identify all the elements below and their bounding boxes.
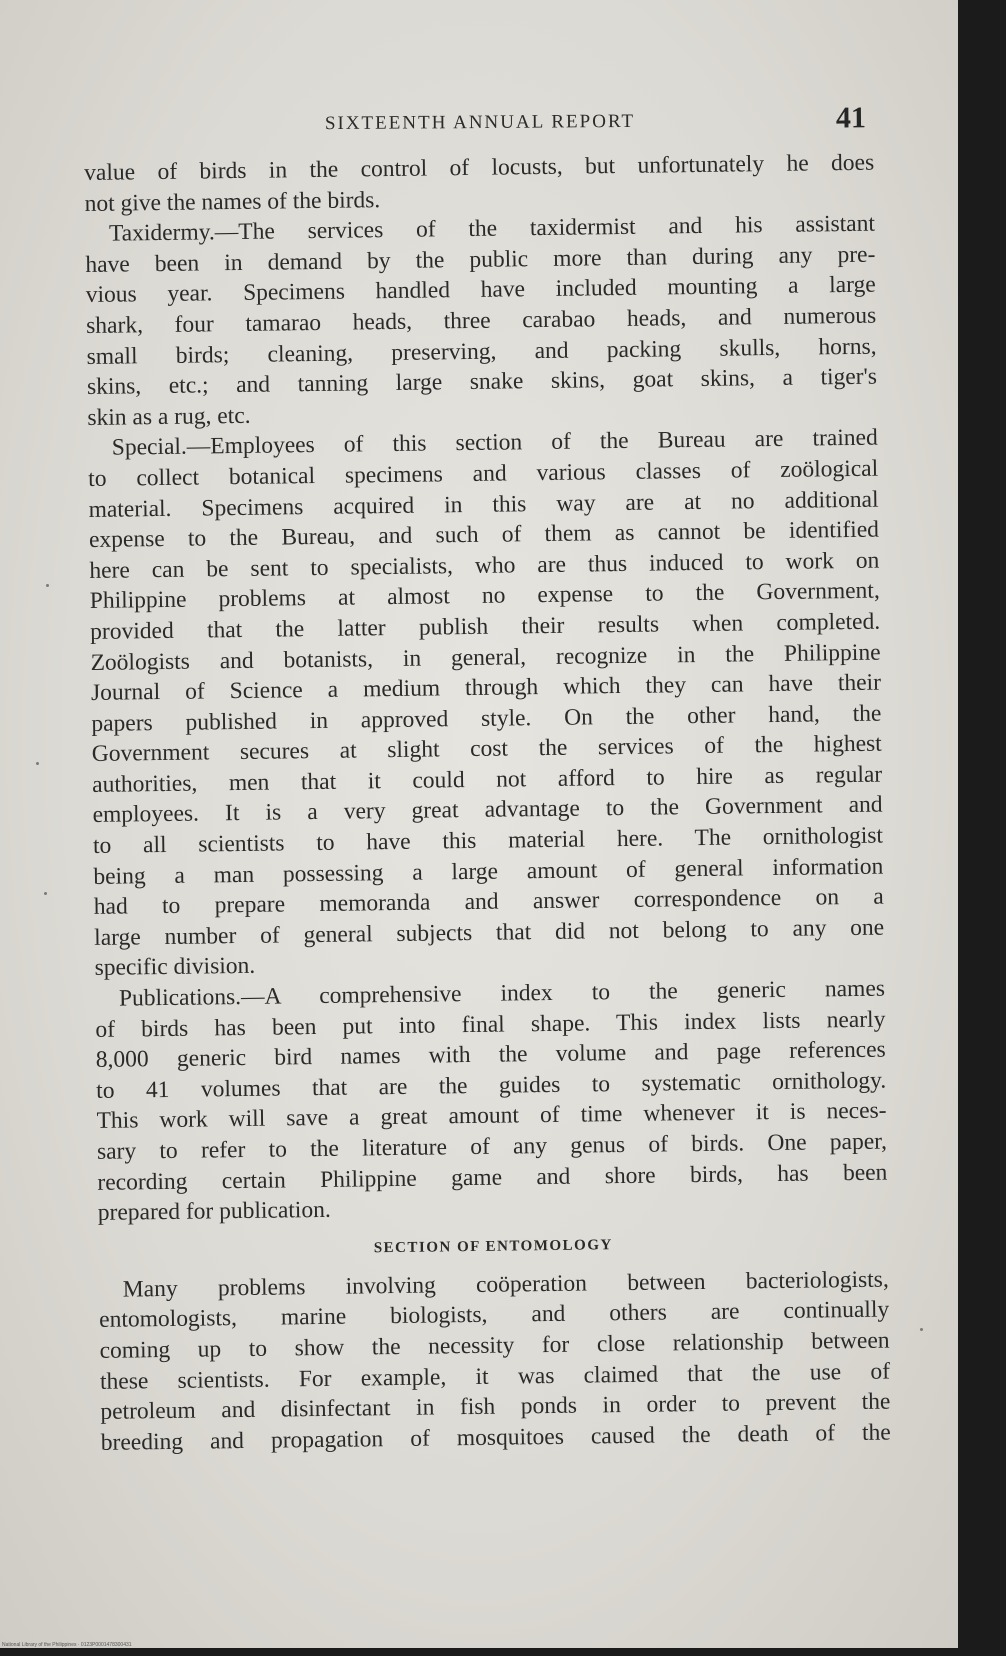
text-line: being a man possessing a large amount of general information: [93, 853, 884, 890]
text-line: coming up to show the necessity for close relationship between: [99, 1327, 890, 1364]
text-line: Taxidermy.—The services of the taxidermist and his assistant: [108, 210, 876, 247]
text-line: skins, etc.; and tanning large snake skins, goat skins, a tiger's: [86, 363, 878, 401]
text-line: Journal of Science a medium through which they can have their: [90, 669, 882, 707]
text-line: sary to refer to the literature of any genus of birds. One paper,: [96, 1128, 888, 1165]
text-line: prepared for publication.: [97, 1197, 331, 1227]
section-heading: SECTION OF ENTOMOLOGY: [373, 1236, 613, 1257]
text-line: these scientists. For example, it was claimed that the use of: [99, 1358, 891, 1395]
text-line: had to prepare memoranda and answer correspondence on a: [93, 883, 884, 921]
paragraph-entomology: [99, 1264, 891, 1458]
scan-speck: [46, 584, 49, 587]
body-text: [84, 148, 891, 1459]
text-line: employees. It is a very great advantage to the Government and: [92, 792, 883, 829]
text-line: recording certain Philippine game and shore birds, has been: [97, 1159, 888, 1196]
scan-footer: National Library of the Philippines · 0123P0001478300431: [2, 1642, 132, 1648]
text-line: Government secures at slight cost the services of the highest: [91, 730, 882, 768]
text-line: Special.—Employees of this section of the Bureau are trained: [111, 424, 878, 462]
text-line: Philippine problems at almost no expense to the Government,: [89, 577, 880, 615]
running-head: [90, 101, 870, 150]
text-line: large number of general subjects that did not belong to any one: [94, 914, 885, 951]
text-line: not give the names of the birds.: [84, 186, 381, 217]
text-line: have been in demand by the public more than during any pre-: [85, 241, 876, 278]
text-line: shark, four tamarao heads, three carabao heads, and numerous: [86, 302, 877, 339]
text-line: This work will save a great amount of time whenever it is neces-: [96, 1097, 887, 1135]
text-line: authorities, men that it could not afford to hire as regular: [92, 761, 883, 798]
text-line: value of birds in the control of locusts, but unfortunately he does: [84, 149, 875, 186]
text-line: provided that the latter publish their results when completed.: [90, 608, 881, 645]
page-number: 41: [835, 101, 867, 135]
text-line: Many problems involving coöperation between bacteriologists,: [122, 1266, 889, 1303]
text-line: 8,000 generic bird names with the volume and page references: [95, 1036, 886, 1074]
text-line: to 41 volumes that are the guides to systematic ornithology.: [96, 1067, 887, 1104]
text-line: petroleum and disinfectant in fish ponds in order to prevent the: [100, 1388, 891, 1426]
text-line: here can be sent to specialists, who are thus induced to work on: [89, 547, 880, 584]
text-line: expense to the Bureau, and such of them as cannot be identified: [88, 516, 880, 554]
text-line: Publications.—A comprehensive index to the generic names: [118, 975, 886, 1012]
text-line: vious year. Specimens handled have included mounting a large: [85, 272, 876, 309]
text-line: papers published in approved style. On the other hand, the: [91, 700, 882, 737]
text-line: entomologists, marine biologists, and others are continually: [99, 1296, 890, 1334]
paragraph-special: [88, 423, 885, 984]
text-line: breeding and propagation of mosquitoes caused the death of the: [100, 1419, 891, 1456]
text-line: of birds has been put into final shape. This index lists nearly: [95, 1006, 886, 1043]
scan-speck: [44, 892, 47, 895]
paragraph-locusts: [84, 148, 875, 220]
text-line: to collect botanical specimens and various classes of zoölogical: [88, 455, 879, 492]
paragraph-publications: [95, 974, 888, 1229]
text-line: Zoölogists and botanists, in general, recognize in the Philippine: [90, 639, 881, 676]
text-line: skin as a rug, etc.: [87, 402, 251, 431]
text-line: specific division.: [94, 953, 256, 982]
paragraph-taxidermy: [85, 209, 878, 433]
text-line: material. Specimens acquired in this way are at no additional: [88, 486, 879, 523]
scan-speck: [920, 1328, 923, 1331]
text-line: to all scientists to have this material here. The ornithologist: [92, 822, 884, 860]
scan-speck: [36, 762, 39, 765]
text-line: small birds; cleaning, preserving, and packing skulls, horns,: [86, 333, 877, 370]
running-title: SIXTEENTH ANNUAL REPORT: [324, 110, 636, 135]
